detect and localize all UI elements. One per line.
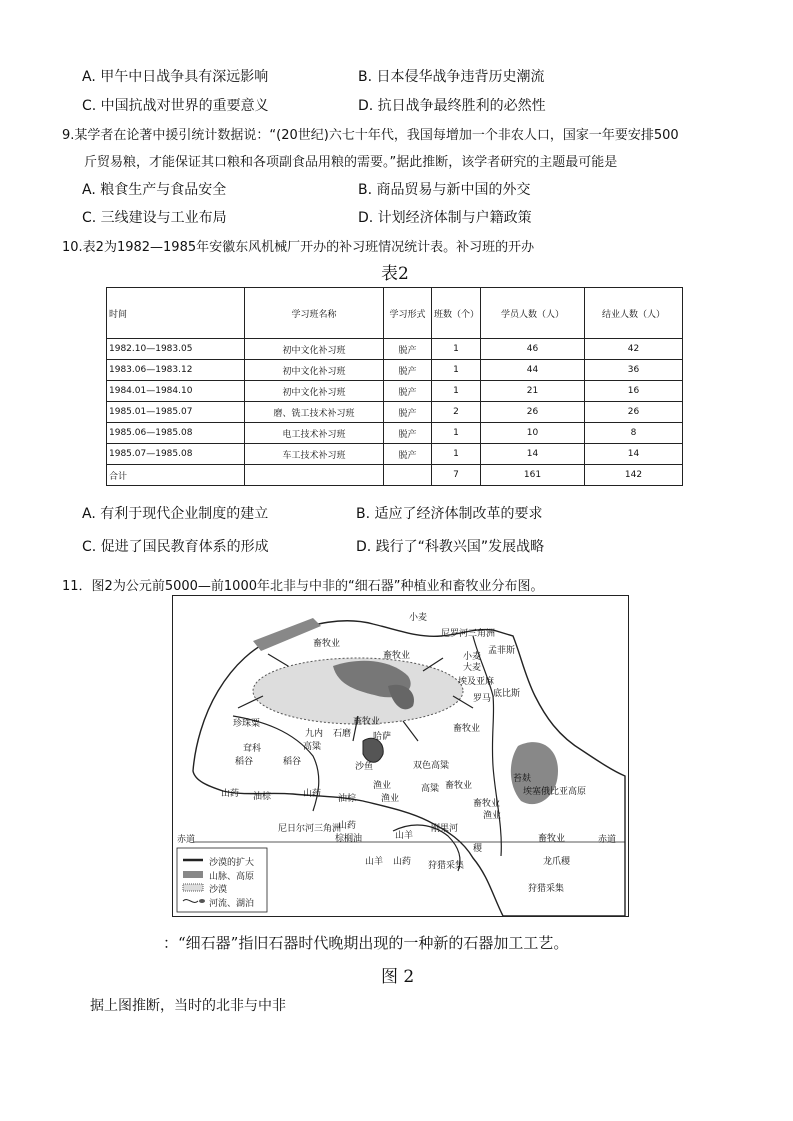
label-ethiopian-highlands: 埃塞俄比亚高原 — [523, 787, 587, 797]
cell-class-name: 车工技术补习班 — [245, 444, 384, 465]
q9-option-a: A. 粮食生产与食品安全 — [82, 182, 227, 198]
atlas-mountains — [253, 618, 321, 651]
legend-label-desert-expansion: 沙漠的扩大 — [209, 858, 255, 868]
label-oil-palm: 油棕 — [338, 794, 357, 804]
q10-option-d: D. 践行了“科教兴国”发展战略 — [356, 539, 545, 555]
table-row — [107, 339, 683, 360]
label-pastoralism: 畜牧业 — [453, 724, 481, 734]
label-sorghum: 高粱 — [421, 784, 440, 794]
table-header-row — [107, 288, 683, 339]
q10-option-a: A. 有利于现代企业制度的建立 — [82, 506, 269, 522]
label-equator: 赤道 — [177, 835, 196, 845]
cell-graduates: 36 — [585, 360, 683, 381]
cell-class-name: 初中文化补习班 — [245, 360, 384, 381]
label-egypt-flax: 埃及亚麻 — [458, 677, 495, 687]
legend-label-desert: 沙漠 — [209, 885, 228, 895]
cell-students: 21 — [481, 381, 585, 402]
label-shayu: 沙鱼 — [355, 762, 374, 772]
cell-graduates: 14 — [585, 444, 683, 465]
cell-class-name: 初中文化补习班 — [245, 339, 384, 360]
table-title: 表2 — [381, 264, 409, 284]
label-fishing: 渔业 — [373, 781, 392, 791]
label-goat: 山羊 — [395, 831, 414, 841]
label-congo-river: 刚果河 — [431, 824, 459, 834]
label-stone-mill: 石磨 — [333, 729, 352, 739]
cell-class-name: 磨、铣工技术补习班 — [245, 402, 384, 423]
cell-class-count: 1 — [432, 423, 481, 444]
cell-class-count: 2 — [432, 402, 481, 423]
header-format: 学习形式 — [384, 288, 432, 339]
table-row — [107, 381, 683, 402]
cell-empty — [245, 465, 384, 486]
label-memphis: 孟菲斯 — [488, 646, 516, 656]
cell-class-name: 初中文化补习班 — [245, 381, 384, 402]
label-pastoralism: 畜牧业 — [383, 651, 411, 661]
cell-class-count: 1 — [432, 444, 481, 465]
legend-mountain-icon — [183, 871, 203, 878]
label-teff: 苔麸 — [513, 774, 532, 784]
cell-format: 脱产 — [384, 444, 432, 465]
label-hunting-gathering: 狩猎采集 — [428, 861, 465, 871]
legend-label-mountains: 山脉、高原 — [209, 872, 255, 882]
label-fishing: 渔业 — [381, 794, 400, 804]
cell-students: 26 — [481, 402, 585, 423]
cell-format: 脱产 — [384, 339, 432, 360]
label-rice: 稻谷 — [235, 757, 254, 767]
q9-option-d: D. 计划经济体制与户籍政策 — [358, 210, 532, 226]
cell-students: 46 — [481, 339, 585, 360]
table-row — [107, 402, 683, 423]
q9-stem-line1: 9.某学者在论著中援引统计数据说：“(20世纪)六七十年代，我国每增加一个非农人口，国家一年要安排500 — [62, 128, 679, 143]
label-goat: 山羊 — [365, 857, 384, 867]
label-finger-millet: 龙爪稷 — [543, 857, 571, 867]
label-hasa: 哈萨 — [373, 732, 392, 742]
label-yam: 山药 — [221, 789, 240, 799]
cell-time: 1985.01—1985.07 — [107, 402, 245, 423]
table-row — [107, 360, 683, 381]
label-oil-palm: 油棕 — [253, 792, 272, 802]
cell-format: 脱产 — [384, 360, 432, 381]
cell-graduates: 8 — [585, 423, 683, 444]
q8-option-c: C. 中国抗战对世界的重要意义 — [82, 98, 269, 114]
figure-title: 图 2 — [381, 967, 415, 987]
label-wheat: 小麦 — [463, 652, 482, 662]
label-barley: 大麦 — [463, 663, 482, 673]
table-row — [107, 423, 683, 444]
cell-time: 1982.10—1983.05 — [107, 339, 245, 360]
cell-total-label: 合计 — [107, 465, 245, 486]
label-sorghum: 高粱 — [303, 742, 322, 752]
label-pearl-millet: 珍珠粟 — [233, 719, 261, 729]
header-students: 学员人数（人） — [481, 288, 585, 339]
cell-graduates: 26 — [585, 402, 683, 423]
label-rice: 稻谷 — [283, 757, 302, 767]
q11-stem: 11．图2为公元前5000—前1000年北非与中非的“细石器”种植业和畜牧业分布图。 — [62, 579, 544, 594]
label-pastoralism: 畜牧业 — [473, 799, 501, 809]
table-row — [107, 444, 683, 465]
label-yuyezi: 耷科 — [243, 744, 262, 754]
q8-option-d: D. 抗日战争最终胜利的必然性 — [358, 98, 546, 114]
cell-total-classes: 7 — [432, 465, 481, 486]
q9-option-b: B. 商品贸易与新中国的外交 — [358, 182, 531, 198]
q8-option-a: A. 甲午中日战争具有深远影响 — [82, 69, 269, 85]
label-equator: 赤道 — [598, 835, 617, 845]
cell-time: 1983.06—1983.12 — [107, 360, 245, 381]
cell-students: 10 — [481, 423, 585, 444]
cell-format: 脱产 — [384, 402, 432, 423]
label-yam: 山药 — [338, 821, 357, 831]
q9-stem-line2: 斤贸易粮，才能保证其口粮和各项副食品用粮的需要。”据此推断，该学者研究的主题最可能是 — [84, 155, 618, 170]
q11-prompt: 据上图推断，当时的北非与中非 — [90, 998, 286, 1014]
label-yam: 山药 — [303, 789, 322, 799]
cell-total-students: 161 — [481, 465, 585, 486]
cell-time: 1984.01—1984.10 — [107, 381, 245, 402]
cell-class-count: 1 — [432, 381, 481, 402]
q10-stem: 10.表2为1982—1985年安徽东风机械厂开办的补习班情况统计表。补习班的开办 — [62, 240, 535, 255]
enrollment-table — [106, 287, 683, 486]
label-hunting-gathering: 狩猎采集 — [528, 884, 565, 894]
q9-option-c: C. 三线建设与工业布局 — [82, 210, 227, 226]
cell-time: 1985.06—1985.08 — [107, 423, 245, 444]
cell-class-count: 1 — [432, 339, 481, 360]
cell-format: 脱产 — [384, 381, 432, 402]
cell-total-graduates: 142 — [585, 465, 683, 486]
cell-time: 1985.07—1985.08 — [107, 444, 245, 465]
label-pastoralism: 畜牧业 — [538, 834, 566, 844]
label-ji: 稷 — [473, 844, 483, 854]
cell-empty — [384, 465, 432, 486]
label-nile-delta: 尼罗河三角洲 — [441, 629, 496, 639]
figure-note: ：“细石器”指旧石器时代晚期出现的一种新的石器加工工艺。 — [163, 934, 569, 952]
africa-map — [172, 595, 629, 917]
cell-class-name: 电工技术补习班 — [245, 423, 384, 444]
label-bicolor-sorghum: 双色高粱 — [413, 761, 450, 771]
header-class-name: 学习班名称 — [245, 288, 384, 339]
cell-format: 脱产 — [384, 423, 432, 444]
legend-lake-icon — [199, 899, 205, 903]
label-fishing: 渔业 — [483, 811, 502, 821]
label-palm-oil: 棕榈油 — [335, 834, 363, 844]
q10-option-b: B. 适应了经济体制改革的要求 — [356, 506, 543, 522]
legend-desert-icon — [183, 884, 203, 891]
label-wheat: 小麦 — [409, 613, 428, 623]
label-thebes: 底比斯 — [493, 689, 521, 699]
cell-class-count: 1 — [432, 360, 481, 381]
legend-label-rivers: 河流、湖泊 — [209, 899, 255, 909]
q10-option-c: C. 促进了国民教育体系的形成 — [82, 539, 269, 555]
label-niger-delta: 尼日尔河三角洲 — [278, 824, 342, 834]
label-luomai: 罗马 — [473, 694, 492, 704]
table-total-row — [107, 465, 683, 486]
header-graduates: 结业人数（人） — [585, 288, 683, 339]
cell-graduates: 42 — [585, 339, 683, 360]
cell-students: 14 — [481, 444, 585, 465]
label-pastoralism: 畜牧业 — [313, 639, 341, 649]
label-pastoralism: 畜牧业 — [353, 717, 381, 727]
cell-graduates: 16 — [585, 381, 683, 402]
label-pastoralism: 畜牧业 — [445, 781, 473, 791]
cell-students: 44 — [481, 360, 585, 381]
label-yam: 山药 — [393, 857, 412, 867]
header-time: 时间 — [107, 288, 245, 339]
label-jiumu: 九内 — [305, 729, 324, 739]
q8-option-b: B. 日本侵华战争违背历史潮流 — [358, 69, 545, 85]
header-class-count: 班数（个） — [432, 288, 481, 339]
